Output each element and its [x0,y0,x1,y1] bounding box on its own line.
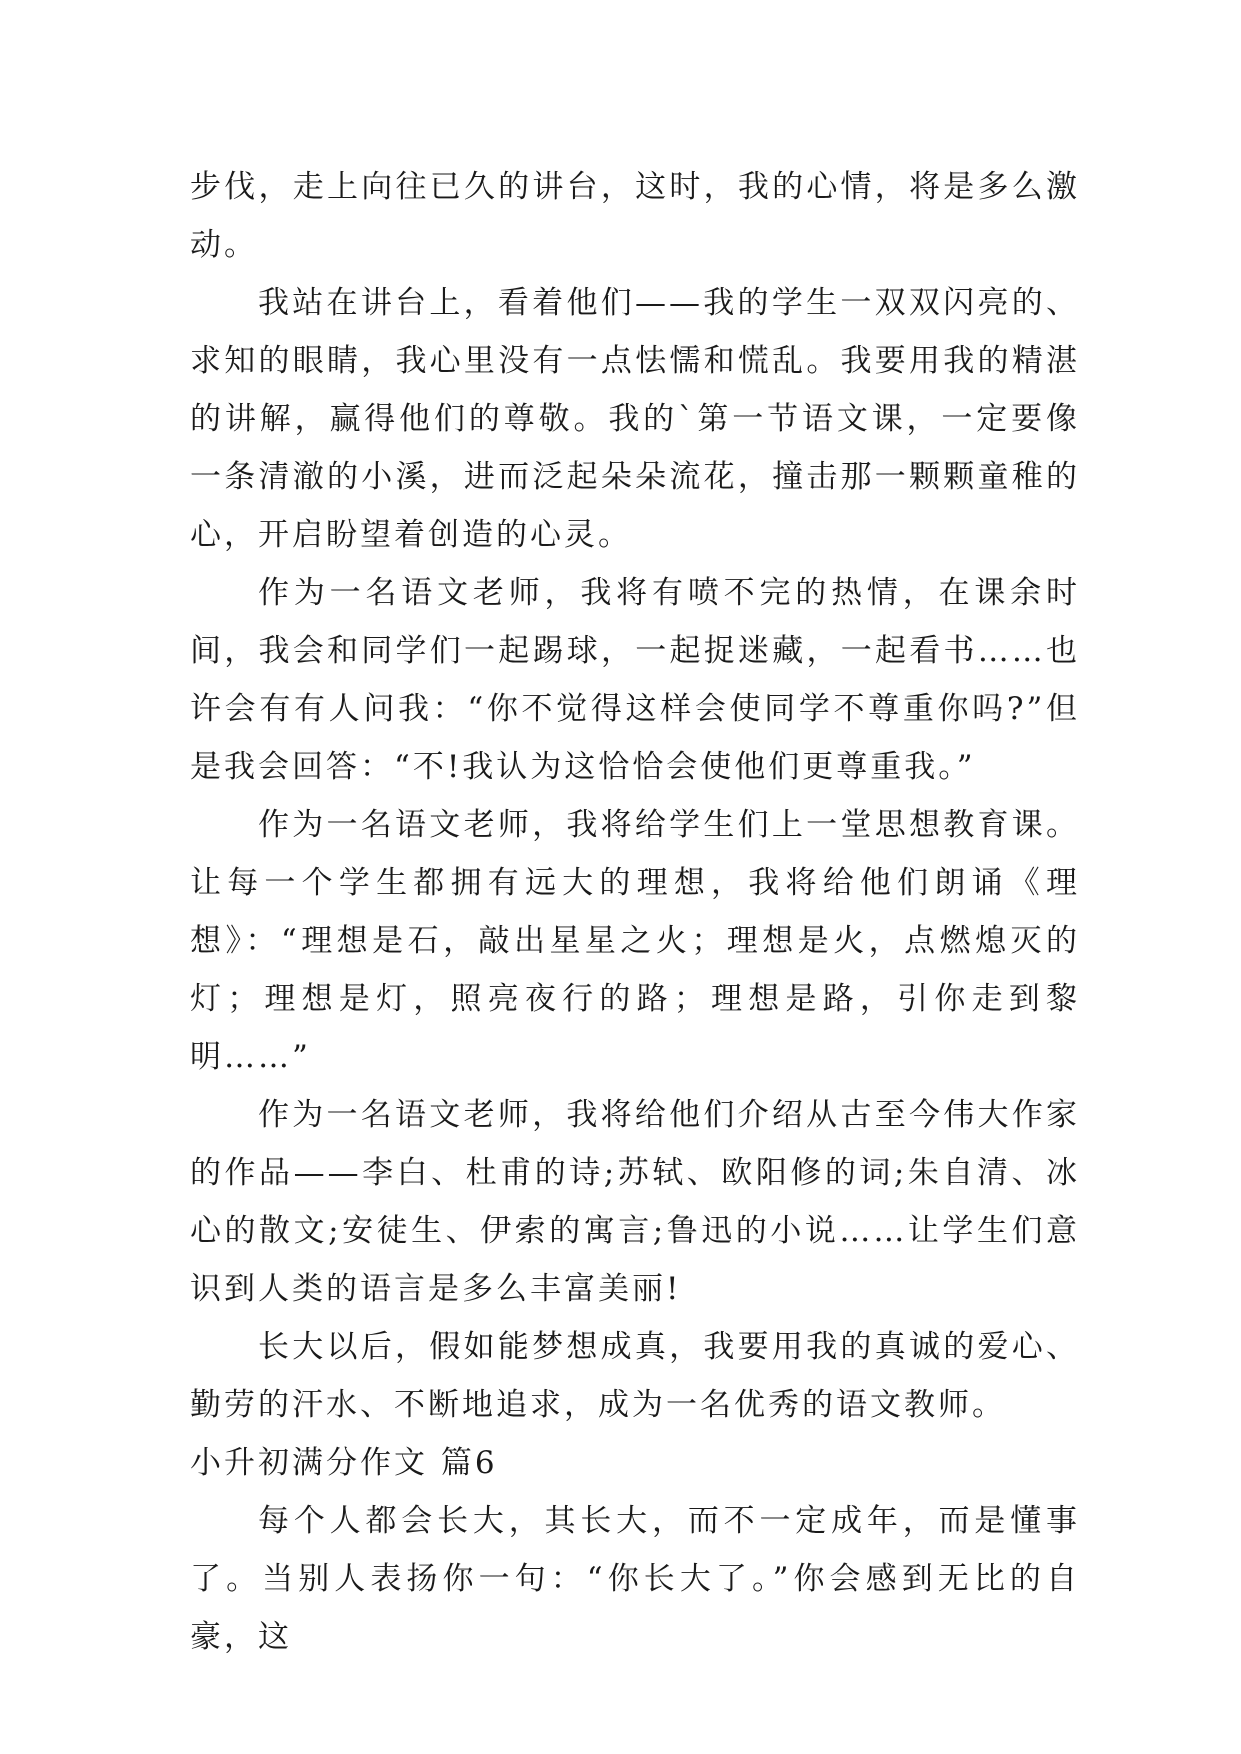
paragraph-5: 作为一名语文老师，我将给他们介绍从古至今伟大作家的作品——李白、杜甫的诗;苏轼、欧阳修的词;朱自清、冰心的散文;安徒生、伊索的寓言;鲁迅的小说……让学生们意识到人类的语言是多么丰富美丽! [190,1097,1080,1307]
document-body [190,158,1080,1666]
paragraph-1: 步伐，走上向往已久的讲台，这时，我的心情，将是多么激动。 [190,169,1080,263]
paragraph-4: 作为一名语文老师，我将给学生们上一堂思想教育课。让每一个学生都拥有远大的理想，我将给他们朗诵《理想》：“理想是石，敲出星星之火；理想是火，点燃熄灭的灯；理想是灯，照亮夜行的路；理想是路，引你走到黎明……” [190,807,1080,1075]
paragraph-3: 作为一名语文老师，我将有喷不完的热情，在课余时间，我会和同学们一起踢球，一起捉迷藏，一起看书……也许会有有人问我：“你不觉得这样会使同学不尊重你吗?”但是我会回答：“不!我认为这恰恰会使他们更尊重我。” [190,575,1080,785]
paragraph-6: 长大以后，假如能梦想成真，我要用我的真诚的爱心、勤劳的汗水、不断地追求，成为一名优秀的语文教师。 [190,1329,1080,1423]
section-heading: 小升初满分作文 篇6 [190,1445,498,1481]
paragraph-2: 我站在讲台上，看着他们——我的学生一双双闪亮的、求知的眼睛，我心里没有一点怯懦和慌乱。我要用我的精湛的讲解，赢得他们的尊敬。我的`第一节语文课，一定要像一条清澈的小溪，进而泛起朵朵流花，撞击那一颗颗童稚的心，开启盼望着创造的心灵。 [190,285,1080,553]
paragraph-7: 每个人都会长大，其长大，而不一定成年，而是懂事了。当别人表扬你一句：“你长大了。”你会感到无比的自豪，这 [190,1503,1080,1655]
